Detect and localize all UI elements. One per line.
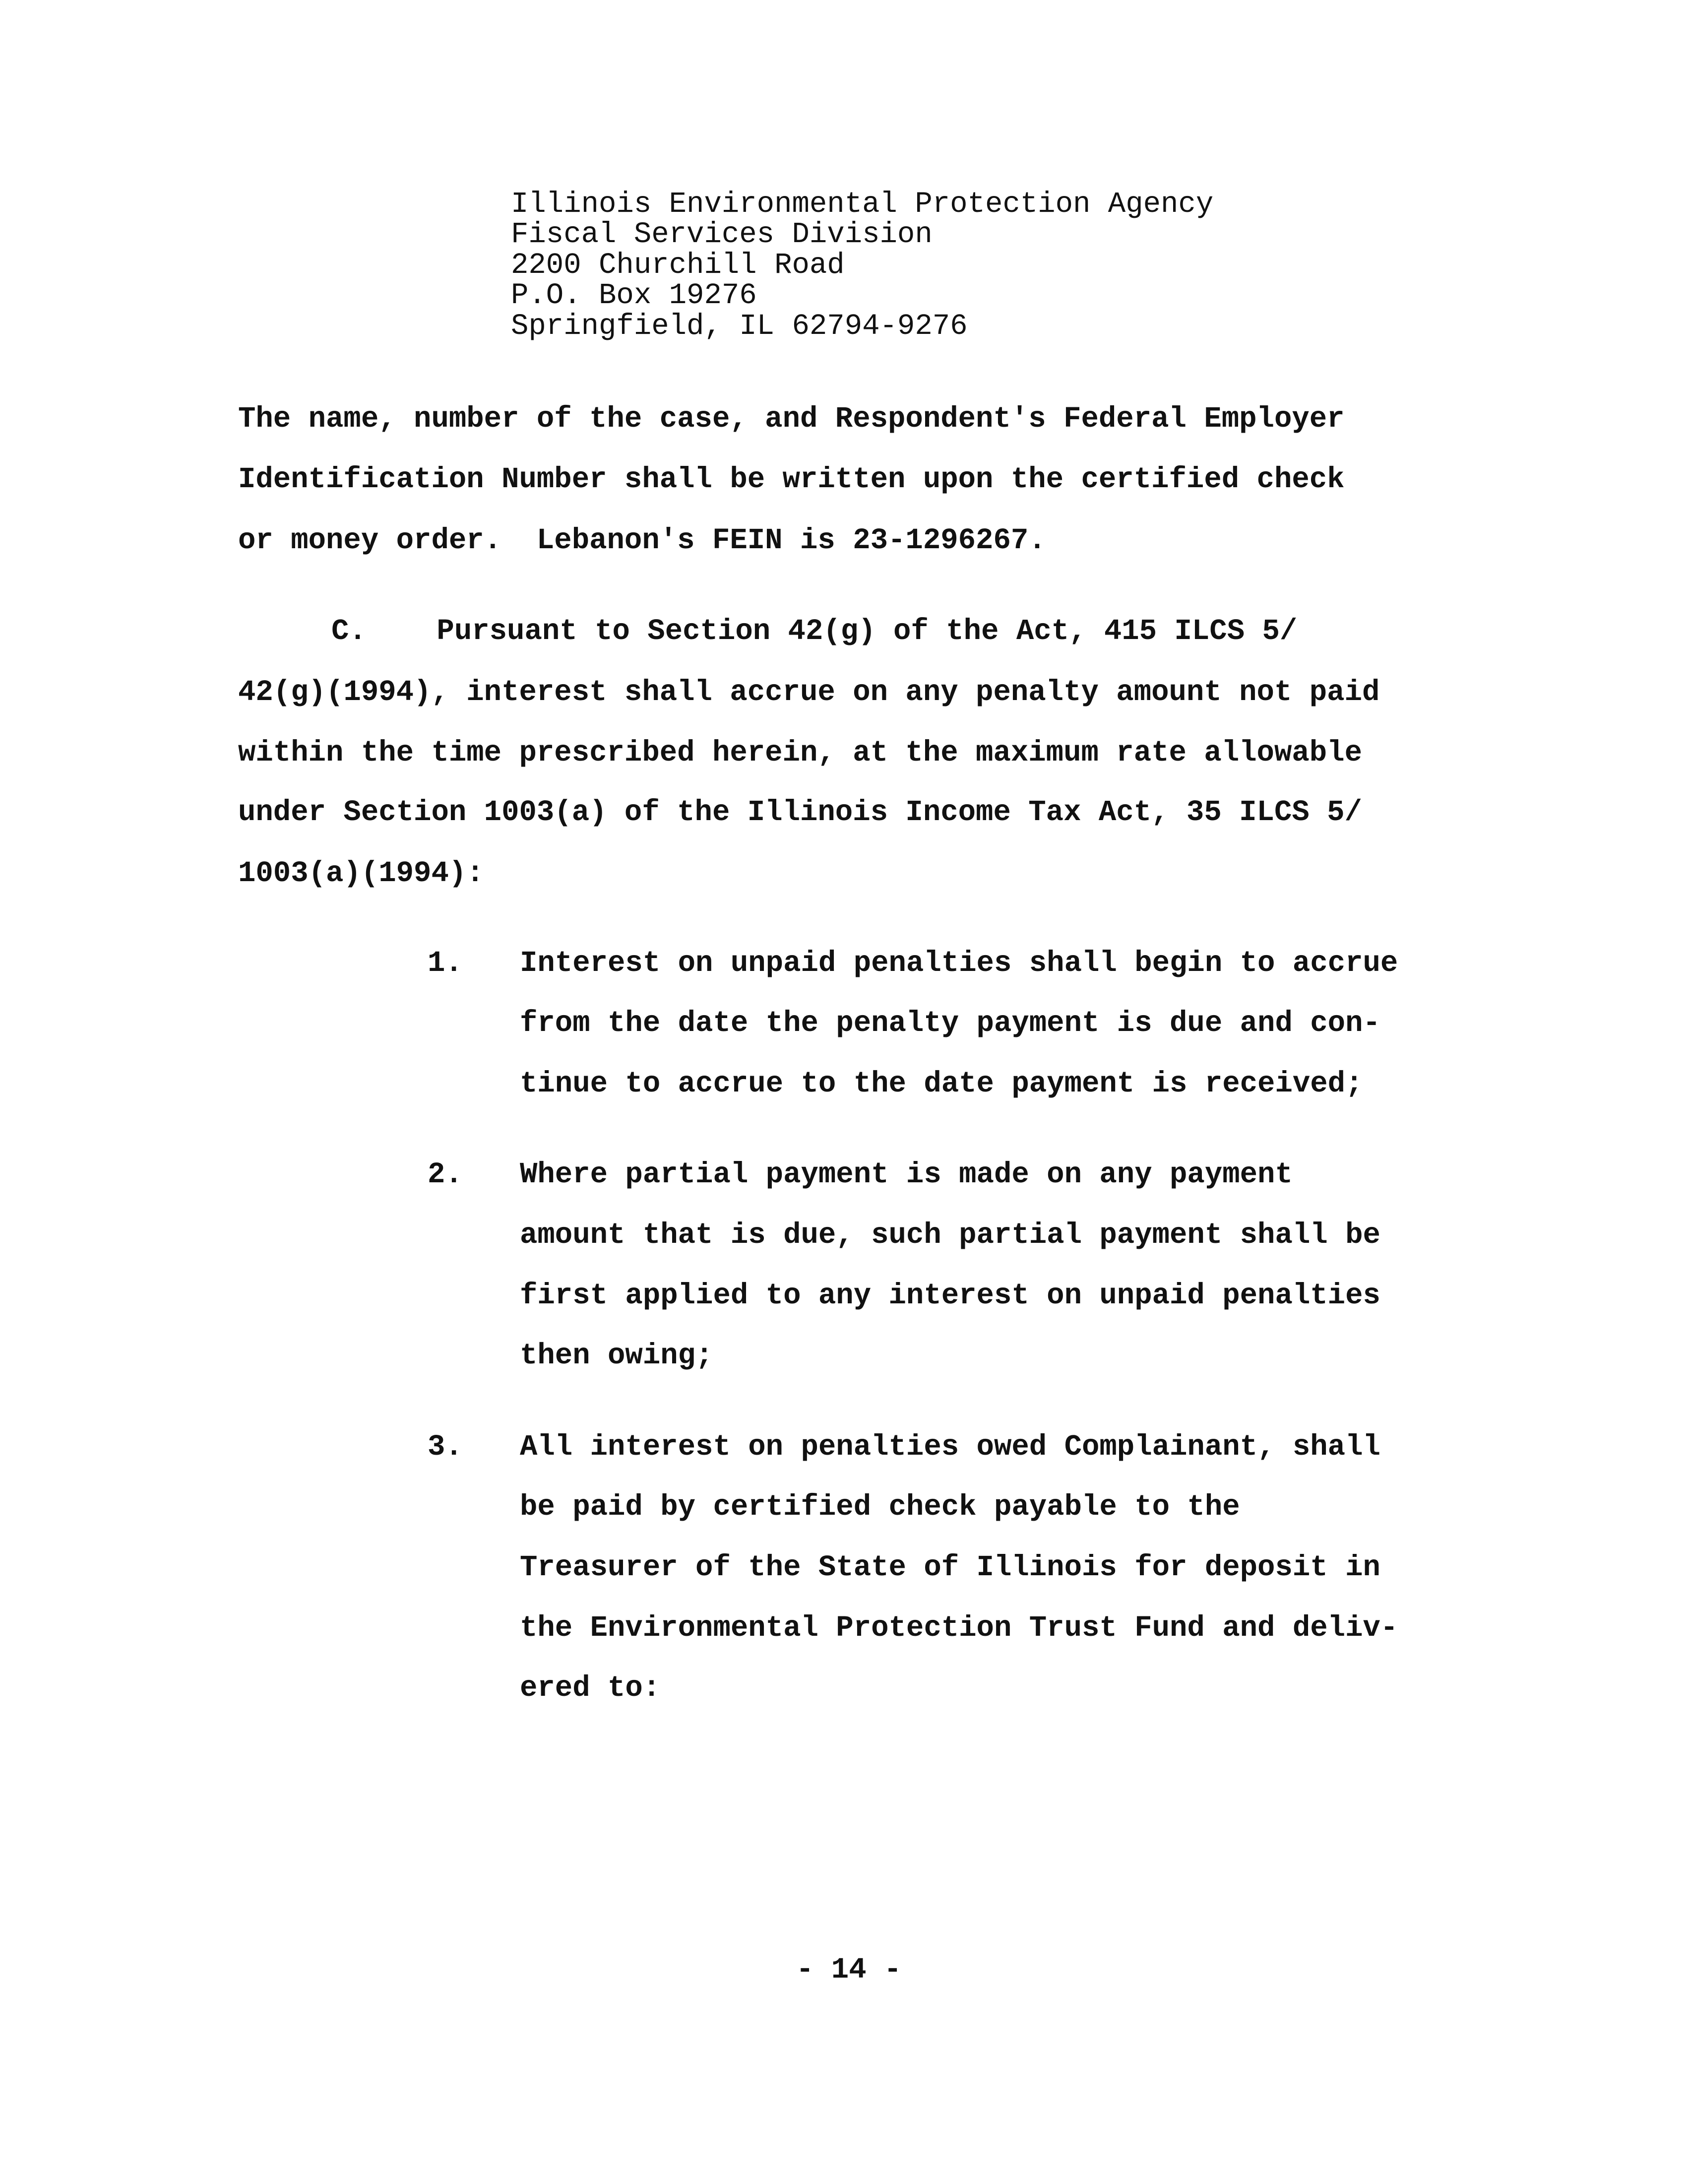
list-item-number: 3. — [428, 1430, 463, 1464]
paragraph-line: 42(g)(1994), interest shall accrue on any penalty amount not paid — [238, 676, 1380, 709]
paragraph-line: Identification Number shall be written upon the certified check — [238, 463, 1345, 496]
list-item-line: first applied to any interest on unpaid penalties — [520, 1279, 1380, 1312]
address-line-city: Springfield, IL 62794-9276 — [511, 310, 968, 343]
list-item-line: tinue to accrue to the date payment is received; — [520, 1067, 1363, 1100]
list-item-line: then owing; — [520, 1339, 713, 1372]
paragraph-line: under Section 1003(a) of the Illinois Income Tax Act, 35 ILCS 5/ — [238, 796, 1362, 829]
paragraph-line: 1003(a)(1994): — [238, 857, 484, 890]
page-number: - 14 - — [796, 1953, 902, 1987]
list-item-number: 1. — [428, 947, 463, 980]
list-item-number: 2. — [428, 1158, 463, 1191]
address-line-street: 2200 Churchill Road — [511, 249, 845, 282]
paragraph-line: or money order. Lebanon's FEIN is 23-1296267. — [238, 524, 1046, 557]
address-line-division: Fiscal Services Division — [511, 218, 933, 251]
list-item-line: amount that is due, such partial payment shall be — [520, 1219, 1380, 1252]
paragraph-line: within the time prescribed herein, at the maximum rate allowable — [238, 736, 1362, 770]
paragraph-line: C. Pursuant to Section 42(g) of the Act, 415 ILCS 5/ — [331, 615, 1298, 648]
address-line-agency: Illinois Environmental Protection Agency — [511, 188, 1214, 221]
list-item-line: Where partial payment is made on any payment — [520, 1158, 1293, 1191]
paragraph-line: The name, number of the case, and Respondent's Federal Employer — [238, 402, 1345, 436]
list-item-line: Treasurer of the State of Illinois for deposit in — [520, 1551, 1380, 1584]
list-item-line: the Environmental Protection Trust Fund and deliv- — [520, 1611, 1398, 1645]
address-line-po-box: P.O. Box 19276 — [511, 279, 757, 312]
list-item-line: from the date the penalty payment is due and con- — [520, 1007, 1380, 1040]
list-item-line: ered to: — [520, 1671, 661, 1705]
list-item-line: All interest on penalties owed Complainant, shall — [520, 1430, 1380, 1464]
list-item-line: be paid by certified check payable to the — [520, 1490, 1240, 1524]
list-item-line: Interest on unpaid penalties shall begin to accrue — [520, 947, 1398, 980]
